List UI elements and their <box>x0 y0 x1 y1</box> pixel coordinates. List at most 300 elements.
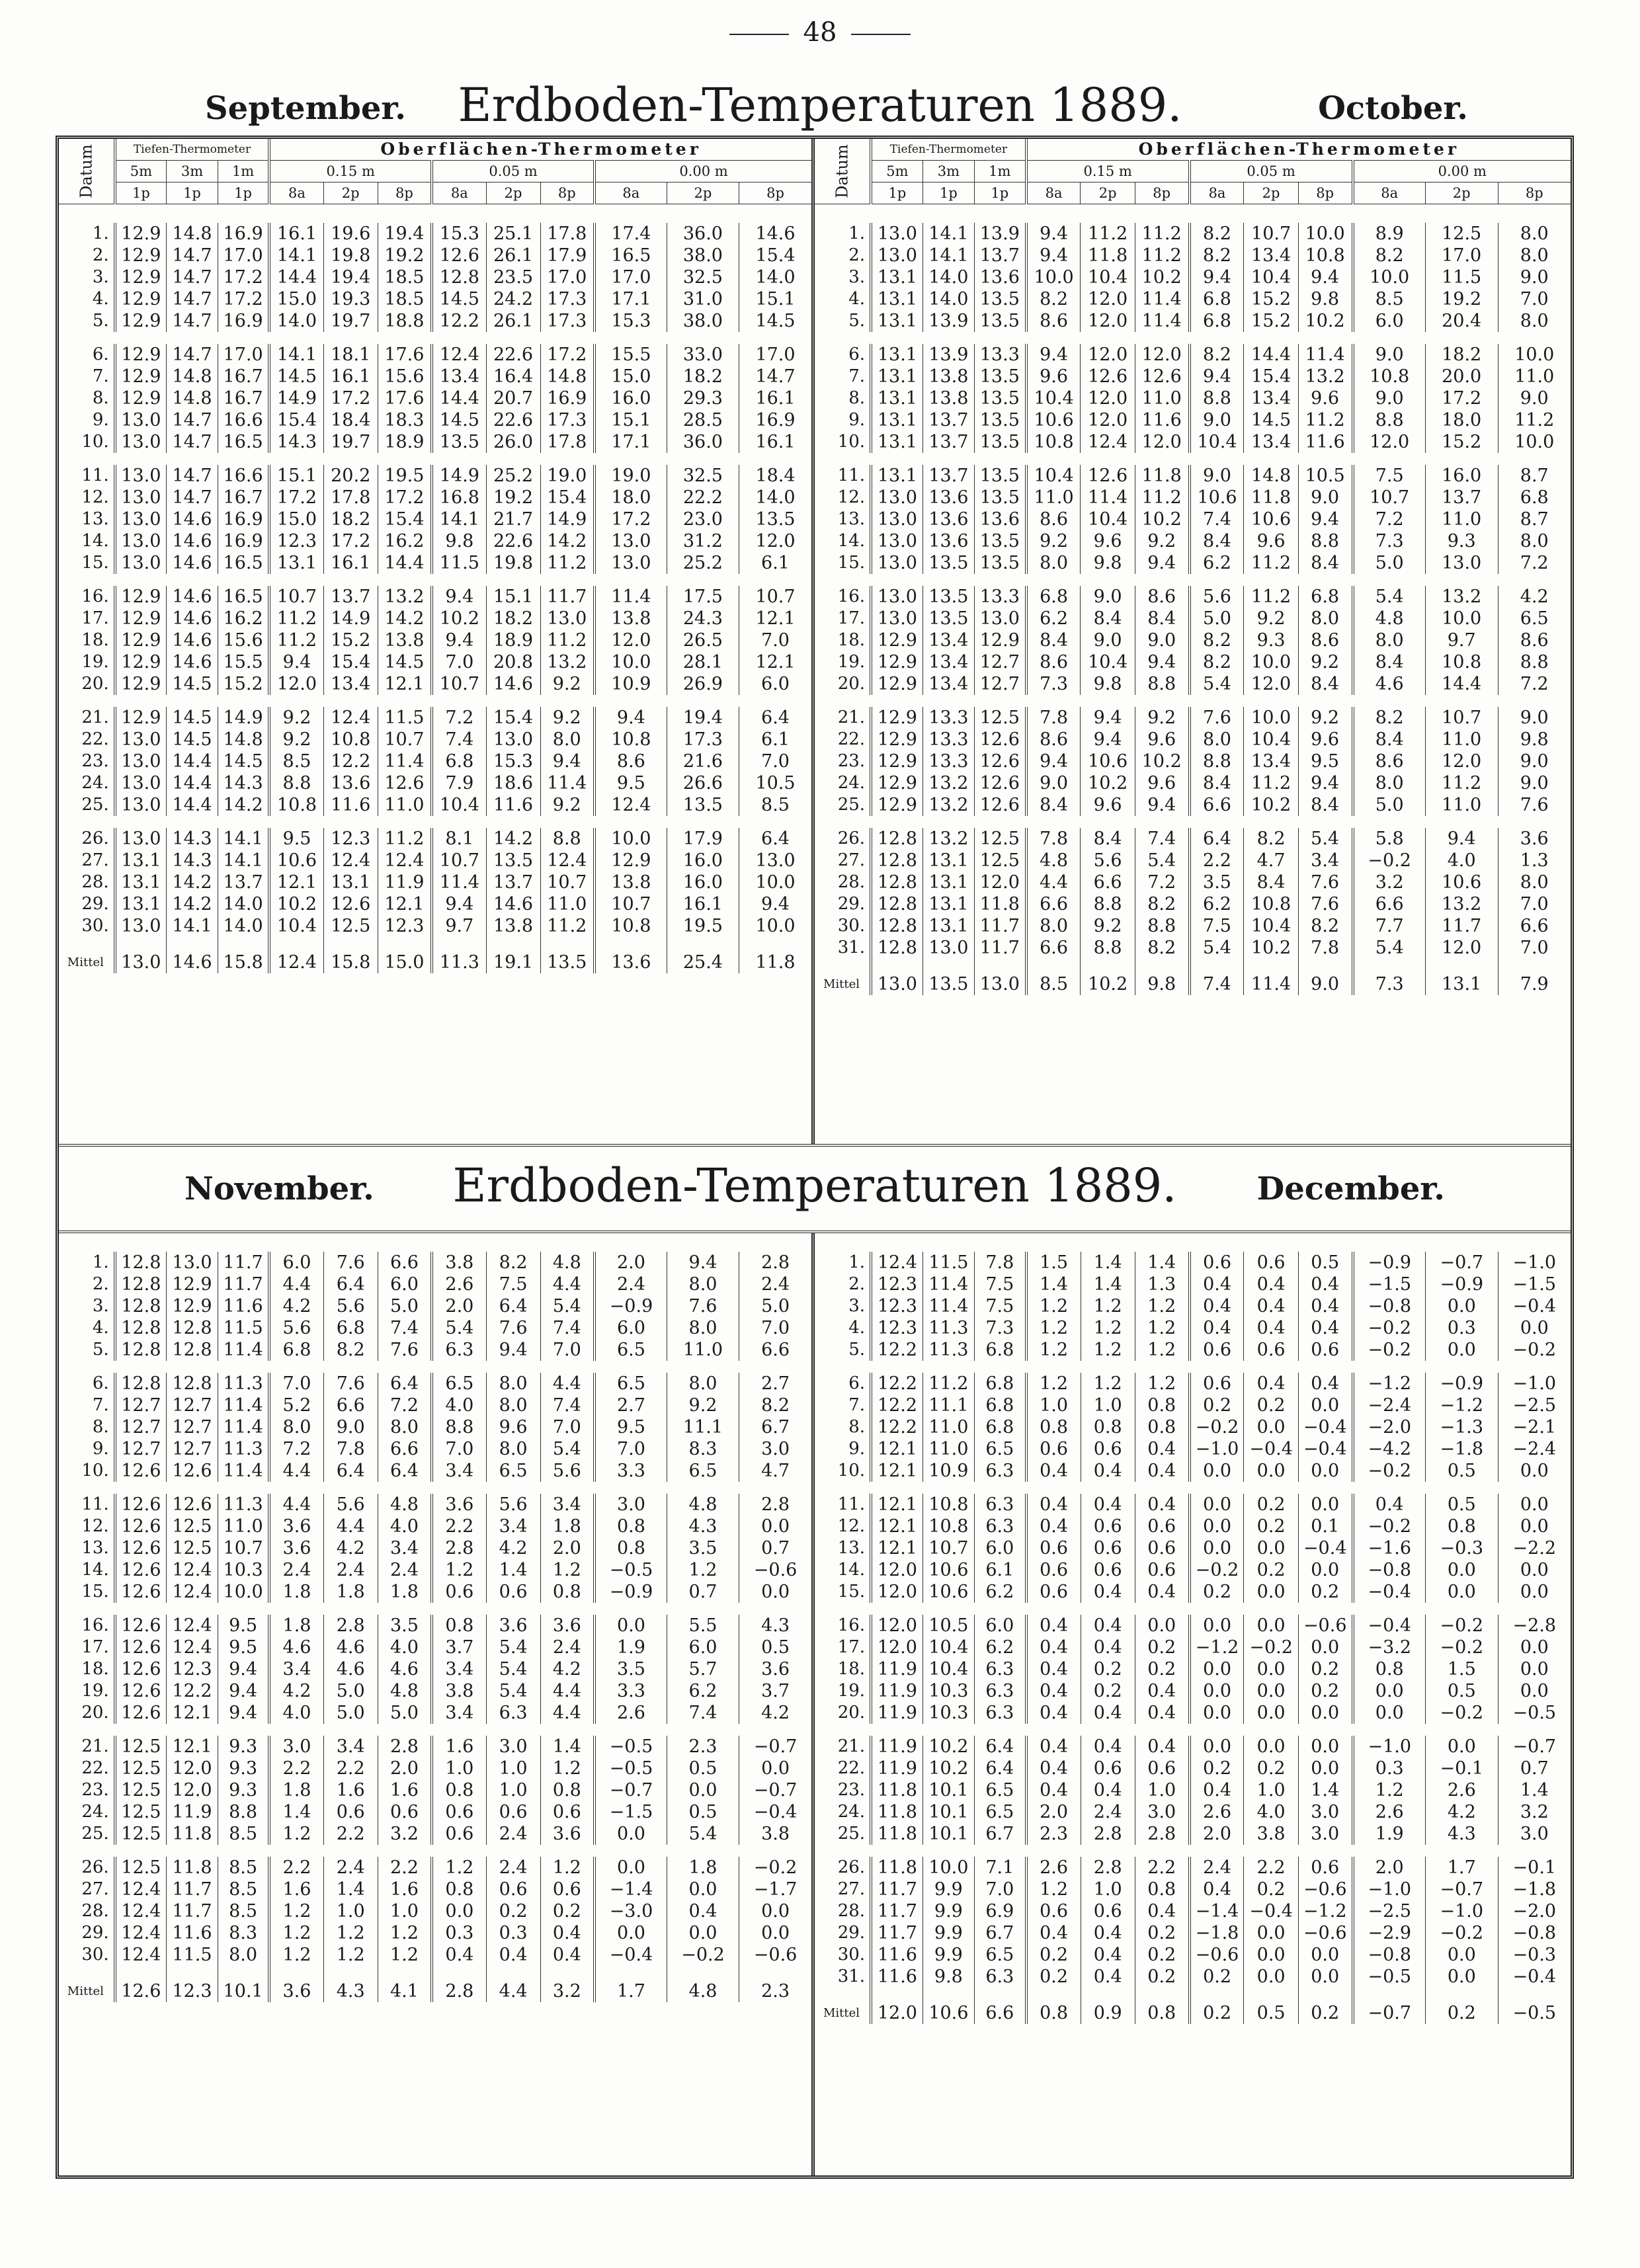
day-cell: 30. <box>837 1945 866 1964</box>
value-cell: 10.4 <box>1244 266 1298 288</box>
day-cell: 8. <box>92 388 109 408</box>
table-row <box>815 707 1571 729</box>
value-cell: 0.8 <box>1135 1395 1189 1416</box>
table-row <box>59 1702 811 1724</box>
value-cell: 22.6 <box>486 530 540 552</box>
value-cell: 0.2 <box>1135 1922 1189 1944</box>
value-cell: 6.2 <box>974 1637 1026 1658</box>
value-cell: 7.6 <box>323 1252 378 1274</box>
value-cell: 13.1 <box>871 465 922 487</box>
value-cell: 11.0 <box>1425 794 1498 816</box>
table-row <box>815 1637 1571 1658</box>
value-cell: 0.7 <box>667 1581 739 1603</box>
value-cell: 14.8 <box>218 729 269 750</box>
value-cell: 9.4 <box>1026 750 1081 772</box>
table-row <box>59 828 811 850</box>
day-cell: 15. <box>81 553 109 573</box>
value-cell: 5.4 <box>486 1637 540 1658</box>
value-cell: 8.0 <box>486 1395 540 1416</box>
value-cell: 11.0 <box>922 1438 974 1460</box>
value-cell: 25.1 <box>486 223 540 245</box>
value-cell: 4.0 <box>269 1702 323 1724</box>
value-cell: 8.2 <box>1353 707 1426 729</box>
value-cell: 13.7 <box>323 586 378 608</box>
value-cell: 4.4 <box>1026 871 1081 893</box>
value-cell: 14.6 <box>167 651 218 673</box>
value-cell: 0.6 <box>486 1801 540 1823</box>
value-cell: 9.0 <box>1135 629 1189 651</box>
value-cell: 11.2 <box>1135 223 1189 245</box>
time-header: 8p <box>739 182 811 204</box>
mittel-label: Mittel <box>67 1984 104 1998</box>
value-cell: 3.0 <box>269 1736 323 1758</box>
value-cell: 6.4 <box>974 1736 1026 1758</box>
value-cell: 6.8 <box>974 1416 1026 1438</box>
value-cell: −2.8 <box>1498 1615 1571 1637</box>
value-cell: 1.2 <box>1026 1373 1081 1395</box>
value-cell: 9.4 <box>1298 772 1352 794</box>
value-cell: 14.6 <box>167 508 218 530</box>
day-cell: 1. <box>848 223 866 243</box>
day-cell: 12. <box>81 1516 109 1536</box>
value-cell: 19.0 <box>594 465 667 487</box>
value-cell: 0.0 <box>739 1900 811 1922</box>
value-cell: 12.6 <box>115 1615 167 1637</box>
depth-header: 5m <box>871 161 922 182</box>
value-cell: 9.4 <box>218 1680 269 1702</box>
value-cell: 9.4 <box>1026 344 1081 366</box>
value-cell: 9.5 <box>218 1637 269 1658</box>
value-cell: 13.0 <box>115 750 167 772</box>
value-cell: 0.0 <box>1298 1702 1352 1724</box>
value-cell: 16.9 <box>739 409 811 431</box>
day-cell: 23. <box>837 1780 866 1800</box>
value-cell: 16.0 <box>1425 465 1498 487</box>
value-cell: 28.5 <box>667 409 739 431</box>
value-cell: 18.6 <box>486 772 540 794</box>
value-cell: 15.3 <box>594 310 667 332</box>
value-cell: 9.6 <box>1026 366 1081 387</box>
value-cell: 17.8 <box>540 223 594 245</box>
value-cell: 18.4 <box>739 465 811 487</box>
value-cell: 0.0 <box>739 1758 811 1779</box>
value-cell: 7.3 <box>1026 673 1081 695</box>
value-cell: 13.0 <box>115 409 167 431</box>
value-cell: 10.3 <box>922 1680 974 1702</box>
value-cell: −0.6 <box>739 1944 811 1966</box>
value-cell: 0.4 <box>1026 1516 1081 1537</box>
value-cell: 0.4 <box>667 1900 739 1922</box>
value-cell: 7.6 <box>1298 871 1352 893</box>
value-cell: 12.8 <box>871 850 922 871</box>
value-cell: 10.7 <box>218 1537 269 1559</box>
value-cell: 10.4 <box>1244 729 1298 750</box>
value-cell: 11.0 <box>1026 487 1081 508</box>
table-row <box>59 1823 811 1845</box>
table-row <box>815 1559 1571 1581</box>
value-cell: 1.9 <box>1353 1823 1426 1845</box>
table-row <box>59 673 811 695</box>
table-row <box>59 1879 811 1900</box>
value-cell: 0.2 <box>1026 1966 1081 1988</box>
value-cell: 8.0 <box>218 1944 269 1966</box>
value-cell: 0.3 <box>486 1922 540 1944</box>
day-cell: 25. <box>81 795 109 815</box>
value-cell: −1.8 <box>1498 1879 1571 1900</box>
value-cell: 13.0 <box>115 508 167 530</box>
value-cell: 13.6 <box>323 772 378 794</box>
value-cell: 10.0 <box>1498 344 1571 366</box>
value-cell: 8.8 <box>1353 409 1426 431</box>
value-cell: 8.0 <box>1353 629 1426 651</box>
value-cell: 11.0 <box>922 1416 974 1438</box>
value-cell: 8.0 <box>1298 608 1352 629</box>
value-cell: 10.8 <box>594 729 667 750</box>
value-cell: 0.0 <box>1190 1736 1244 1758</box>
value-cell: 1.7 <box>1425 1857 1498 1879</box>
value-cell: −0.4 <box>594 1944 667 1966</box>
value-cell: 8.2 <box>1190 223 1244 245</box>
value-cell: 11.0 <box>218 1516 269 1537</box>
value-cell: 6.8 <box>1498 487 1571 508</box>
value-cell: 8.2 <box>486 1252 540 1274</box>
month-december-label: December. <box>1256 1170 1445 1207</box>
datum-header-label: Datum <box>77 144 96 198</box>
value-cell: 2.4 <box>269 1559 323 1581</box>
value-cell: 11.8 <box>1244 487 1298 508</box>
value-cell: 14.5 <box>1244 409 1298 431</box>
value-cell: 3.0 <box>739 1438 811 1460</box>
value-cell: 12.4 <box>594 794 667 816</box>
value-cell: 0.5 <box>1425 1494 1498 1516</box>
value-cell: 0.6 <box>432 1581 486 1603</box>
day-cell: 30. <box>81 916 109 936</box>
mittel-label: Mittel <box>823 977 860 991</box>
value-cell: 12.6 <box>1135 366 1189 387</box>
value-cell: 8.0 <box>667 1373 739 1395</box>
value-cell: 0.5 <box>739 1637 811 1658</box>
value-cell: 0.4 <box>1190 1779 1244 1801</box>
value-cell: 6.5 <box>974 1779 1026 1801</box>
value-cell: 14.3 <box>167 828 218 850</box>
day-cell: 16. <box>81 587 109 606</box>
value-cell: 12.2 <box>871 1395 922 1416</box>
value-cell: 19.2 <box>486 487 540 508</box>
day-cell: 22. <box>81 729 109 749</box>
value-cell: 3.6 <box>486 1615 540 1637</box>
day-cell: 17. <box>837 1637 866 1657</box>
mittel-value-cell: 15.8 <box>218 937 269 973</box>
value-cell: 0.0 <box>1353 1680 1426 1702</box>
value-cell: 7.2 <box>432 707 486 729</box>
value-cell: 17.2 <box>323 530 378 552</box>
value-cell: 13.2 <box>922 828 974 850</box>
table-row <box>815 651 1571 673</box>
value-cell: 14.1 <box>922 245 974 266</box>
value-cell: 6.8 <box>1026 586 1081 608</box>
day-cell: 31. <box>837 1966 866 1986</box>
value-cell: 10.8 <box>323 729 378 750</box>
value-cell: 13.0 <box>540 608 594 629</box>
value-cell: 2.0 <box>1026 1801 1081 1823</box>
value-cell: 12.9 <box>115 586 167 608</box>
value-cell: 7.2 <box>1135 871 1189 893</box>
value-cell: −1.0 <box>1353 1879 1426 1900</box>
mittel-value-cell: 12.0 <box>871 1988 922 2024</box>
day-cell: 28. <box>81 1901 109 1921</box>
day-cell: 8. <box>92 1417 109 1437</box>
value-cell: 12.6 <box>323 893 378 915</box>
time-header: 2p <box>486 182 540 204</box>
value-cell: 10.5 <box>922 1615 974 1637</box>
day-cell: 14. <box>81 1560 109 1580</box>
value-cell: 16.0 <box>667 850 739 871</box>
value-cell: 14.1 <box>218 850 269 871</box>
day-cell: 26. <box>837 1857 866 1877</box>
value-cell: 12.2 <box>871 1339 922 1361</box>
value-cell: 0.2 <box>1135 1637 1189 1658</box>
value-cell: 0.6 <box>1081 1758 1135 1779</box>
value-cell: 18.2 <box>1425 344 1498 366</box>
value-cell: 9.0 <box>1081 629 1135 651</box>
mittel-value-cell: 6.6 <box>974 1988 1026 2024</box>
value-cell: 4.4 <box>540 1680 594 1702</box>
value-cell: −2.9 <box>1353 1922 1426 1944</box>
value-cell: 3.0 <box>1298 1801 1352 1823</box>
value-cell: 9.4 <box>1298 508 1352 530</box>
value-cell: 9.2 <box>1135 707 1189 729</box>
table-row <box>59 310 811 332</box>
value-cell: 1.3 <box>1135 1274 1189 1295</box>
value-cell: 12.6 <box>974 772 1026 794</box>
value-cell: 12.8 <box>871 871 922 893</box>
value-cell: 13.4 <box>1244 245 1298 266</box>
value-cell: 12.0 <box>871 1615 922 1637</box>
value-cell: 16.5 <box>218 586 269 608</box>
value-cell: −2.1 <box>1498 1416 1571 1438</box>
value-cell: 8.0 <box>667 1274 739 1295</box>
value-cell: 0.4 <box>1026 1637 1081 1658</box>
value-cell: 2.0 <box>540 1537 594 1559</box>
value-cell: 8.4 <box>1190 772 1244 794</box>
value-cell: 7.0 <box>739 629 811 651</box>
value-cell: −1.3 <box>1425 1416 1498 1438</box>
value-cell: 0.4 <box>1135 1438 1189 1460</box>
value-cell: 5.0 <box>323 1680 378 1702</box>
table-row <box>815 1460 1571 1482</box>
value-cell: 8.2 <box>1135 893 1189 915</box>
value-cell: 11.2 <box>378 828 432 850</box>
value-cell: 14.9 <box>432 465 486 487</box>
value-cell: 10.0 <box>594 651 667 673</box>
mittel-value-cell: 8.5 <box>1026 959 1081 995</box>
value-cell: 0.2 <box>1298 1581 1352 1603</box>
value-cell: 12.8 <box>167 1373 218 1395</box>
value-cell: 4.2 <box>269 1680 323 1702</box>
value-cell: 6.5 <box>667 1460 739 1482</box>
value-cell: 25.2 <box>667 552 739 574</box>
value-cell: 1.2 <box>323 1944 378 1966</box>
value-cell: 16.0 <box>594 387 667 409</box>
value-cell: 8.4 <box>1026 629 1081 651</box>
value-cell: 10.8 <box>922 1494 974 1516</box>
value-cell: 25.2 <box>486 465 540 487</box>
value-cell: 9.4 <box>218 1702 269 1724</box>
day-cell: 12. <box>81 487 109 507</box>
value-cell: 13.0 <box>922 937 974 959</box>
value-cell: 8.8 <box>540 828 594 850</box>
value-cell: 12.5 <box>1425 223 1498 245</box>
value-cell: 11.4 <box>922 1274 974 1295</box>
value-cell: 10.5 <box>1298 465 1352 487</box>
value-cell: 17.0 <box>218 344 269 366</box>
value-cell: 6.5 <box>594 1373 667 1395</box>
day-cell: 7. <box>848 1395 866 1415</box>
value-cell: 12.8 <box>115 1252 167 1274</box>
value-cell: 14.3 <box>269 431 323 453</box>
value-cell: 17.2 <box>218 288 269 310</box>
day-cell: 13. <box>81 509 109 529</box>
value-cell: 17.0 <box>1425 245 1498 266</box>
value-cell: 12.2 <box>432 310 486 332</box>
value-cell: 10.2 <box>432 608 486 629</box>
value-cell: 20.8 <box>486 651 540 673</box>
value-cell: 23.5 <box>486 266 540 288</box>
value-cell: 0.6 <box>1244 1339 1298 1361</box>
value-cell: 17.1 <box>594 288 667 310</box>
value-cell: 5.4 <box>1190 937 1244 959</box>
value-cell: −0.1 <box>1498 1857 1571 1879</box>
value-cell: 5.0 <box>378 1295 432 1317</box>
value-cell: 2.4 <box>1190 1857 1244 1879</box>
value-cell: 11.2 <box>1135 245 1189 266</box>
value-cell: 11.0 <box>1425 508 1498 530</box>
value-cell: 12.2 <box>871 1373 922 1395</box>
value-cell: 14.1 <box>269 344 323 366</box>
table-row <box>59 1339 811 1361</box>
value-cell: 2.0 <box>378 1758 432 1779</box>
value-cell: 1.0 <box>432 1758 486 1779</box>
value-cell: 8.5 <box>218 1823 269 1845</box>
time-header: 1p <box>922 182 974 204</box>
value-cell: 6.7 <box>739 1416 811 1438</box>
value-cell: 0.0 <box>1425 1581 1498 1603</box>
value-cell: 8.0 <box>486 1373 540 1395</box>
value-cell: 16.7 <box>218 387 269 409</box>
value-cell: 14.9 <box>269 387 323 409</box>
value-cell: 14.1 <box>922 223 974 245</box>
value-cell: 12.2 <box>871 1416 922 1438</box>
value-cell: 8.2 <box>739 1395 811 1416</box>
value-cell: 10.2 <box>1135 750 1189 772</box>
value-cell: 0.1 <box>1298 1516 1352 1537</box>
value-cell: 1.6 <box>378 1879 432 1900</box>
value-cell: −0.2 <box>1353 1516 1426 1537</box>
value-cell: 12.0 <box>1135 344 1189 366</box>
value-cell: 6.0 <box>974 1537 1026 1559</box>
value-cell: 9.0 <box>1026 772 1081 794</box>
value-cell: 0.4 <box>1026 1680 1081 1702</box>
day-cell: 4. <box>92 1318 109 1338</box>
value-cell: 0.0 <box>1190 1702 1244 1724</box>
table-row <box>59 288 811 310</box>
value-cell: 13.5 <box>974 530 1026 552</box>
value-cell: 15.0 <box>269 508 323 530</box>
depth-header: 1m <box>218 161 269 182</box>
value-cell: 1.4 <box>1498 1779 1571 1801</box>
value-cell: 2.8 <box>1135 1823 1189 1845</box>
value-cell: 1.3 <box>1498 850 1571 871</box>
value-cell: 13.6 <box>922 530 974 552</box>
value-cell: 16.9 <box>218 508 269 530</box>
value-cell: 4.8 <box>540 1252 594 1274</box>
value-cell: 4.8 <box>378 1680 432 1702</box>
value-cell: 12.5 <box>115 1736 167 1758</box>
day-cell: 7. <box>848 366 866 386</box>
value-cell: −0.8 <box>1498 1922 1571 1944</box>
day-cell: 26. <box>81 829 109 848</box>
table-row <box>815 1658 1571 1680</box>
value-cell: 3.4 <box>269 1658 323 1680</box>
value-cell: 0.0 <box>1425 1339 1498 1361</box>
value-cell: 12.4 <box>323 850 378 871</box>
value-cell: 7.0 <box>1498 937 1571 959</box>
value-cell: 13.5 <box>432 431 486 453</box>
value-cell: 4.6 <box>269 1637 323 1658</box>
value-cell: 11.2 <box>1425 772 1498 794</box>
value-cell: 8.0 <box>378 1416 432 1438</box>
table-row <box>815 1857 1571 1879</box>
value-cell: 9.4 <box>1026 245 1081 266</box>
value-cell: 8.2 <box>1135 937 1189 959</box>
value-cell: 9.5 <box>218 1615 269 1637</box>
value-cell: 9.0 <box>1498 772 1571 794</box>
table-row <box>59 1900 811 1922</box>
month-september-label: September. <box>205 90 406 127</box>
value-cell: 0.2 <box>1190 1581 1244 1603</box>
value-cell: 4.0 <box>1425 850 1498 871</box>
value-cell: 6.2 <box>667 1680 739 1702</box>
value-cell: 1.0 <box>1135 1779 1189 1801</box>
value-cell: 22.2 <box>667 487 739 508</box>
value-cell: 13.0 <box>115 828 167 850</box>
day-cell: 15. <box>81 1582 109 1601</box>
value-cell: 0.0 <box>1190 1680 1244 1702</box>
value-cell: 26.5 <box>667 629 739 651</box>
value-cell: 13.5 <box>922 586 974 608</box>
value-cell: 10.0 <box>1353 266 1426 288</box>
table-row <box>59 1537 811 1559</box>
table-row <box>59 1559 811 1581</box>
value-cell: 23.0 <box>667 508 739 530</box>
depth-header: 1m <box>974 161 1026 182</box>
table-row <box>59 245 811 266</box>
value-cell: 3.5 <box>378 1615 432 1637</box>
value-cell: 0.8 <box>1026 1416 1081 1438</box>
value-cell: 6.3 <box>974 1702 1026 1724</box>
value-cell: 26.6 <box>667 772 739 794</box>
value-cell: 4.4 <box>269 1460 323 1482</box>
value-cell: −0.2 <box>667 1944 739 1966</box>
value-cell: 16.6 <box>218 409 269 431</box>
value-cell: 0.2 <box>486 1900 540 1922</box>
value-cell: 11.4 <box>594 586 667 608</box>
datum-header <box>815 139 871 204</box>
day-cell: 9. <box>848 410 866 430</box>
value-cell: 17.1 <box>594 431 667 453</box>
value-cell: 14.4 <box>1425 673 1498 695</box>
value-cell: 10.9 <box>594 673 667 695</box>
